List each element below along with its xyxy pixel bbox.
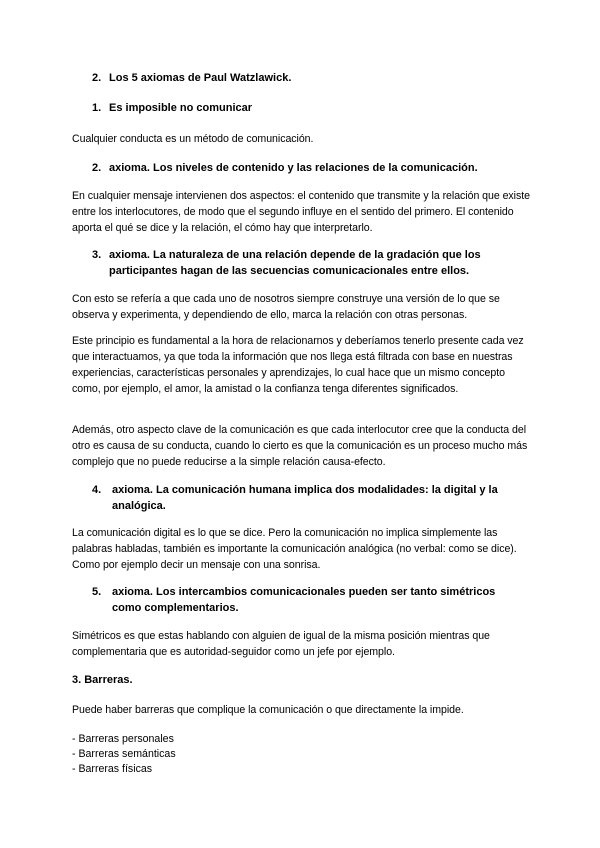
axiom-2-number: 2. (92, 162, 102, 174)
list-item: - Barreras personales (72, 733, 174, 745)
axiom-2-paragraph: En cualquier mensaje intervienen dos aspectos: el contenido que transmite y la relación que existe entre los interlocutores, de modo que el segundo influye en el sentido del primero. El contenido aporta el qué se dice y la relación, el cómo hay que interpretarlo. (72, 190, 530, 234)
axiom-2-heading (92, 160, 534, 176)
section-title: Los 5 axiomas de Paul Watzlawick. (109, 72, 292, 84)
section-number: 2. (92, 72, 102, 84)
list-item: - Barreras físicas (72, 763, 153, 775)
axiom-3-heading (92, 247, 534, 279)
axiom-4-paragraph: La comunicación digital es lo que se dice. Pero la comunicación no implica simplemente las palabras habladas, también es importante la comunicación analógica (no verbal: como se dice). Como por ejemplo decir un mensaje con una sonrisa. (72, 527, 517, 571)
axiom-1-number: 1. (92, 102, 102, 114)
axiom-5-paragraph: Simétricos es que estas hablando con alguien de igual de la misma posición mientras que complementaria que es autoridad-seguidor como un jefe por ejemplo. (72, 630, 490, 658)
axiom-4-number: 4. (92, 484, 102, 496)
section-heading-axiomas (92, 70, 291, 86)
axiom-3-title: axioma. La naturaleza de una relación depende de la gradación que los participantes hagan de las secuencias comunicacionales entre ellos. (109, 249, 481, 277)
axiom-4-title: axioma. La comunicación humana implica dos modalidades: la digital y la analógica. (112, 484, 498, 512)
axiom-3-paragraph-1: Con esto se refería a que cada uno de nosotros siempre construye una versión de lo que se observa y experimenta, y dependiendo de ello, marca la relación con otras personas. (72, 293, 500, 321)
barreras-intro: Puede haber barreras que complique la comunicación o que directamente la impide. (72, 704, 464, 716)
axiom-3-number: 3. (92, 249, 102, 261)
axiom-1-title: Es imposible no comunicar (109, 102, 253, 114)
axiom-5-title: axioma. Los intercambios comunicacionales pueden ser tanto simétricos como complementarios. (112, 586, 496, 614)
axiom-3-paragraph-2: Este principio es fundamental a la hora de relacionarnos y deberíamos tenerlo presente cada vez que interactuamos, ya que toda la información que nos llega está filtrada con base en nuestras experiencias, características personales y aprendizajes, lo cual hace que un mismo concepto como, por ejemplo, el amor, la amistad o la confianza tenga diferentes significados. (72, 335, 524, 395)
section-heading-barreras: 3. Barreras. (72, 674, 133, 686)
axiom-1-heading (92, 100, 252, 116)
axiom-5-heading (92, 584, 534, 616)
axiom-5-number: 5. (92, 586, 102, 598)
list-item: - Barreras semánticas (72, 748, 176, 760)
axiom-1-paragraph: Cualquier conducta es un método de comunicación. (72, 133, 314, 145)
axiom-3-paragraph-3: Además, otro aspecto clave de la comunicación es que cada interlocutor cree que la conducta del otro es causa de su conducta, cuando lo cierto es que la comunicación es un proceso mucho más complejo que no puede reducirse a la simple relación causa-efecto. (72, 424, 528, 468)
axiom-2-title: axioma. Los niveles de contenido y las relaciones de la comunicación. (109, 162, 478, 174)
axiom-4-heading (92, 482, 534, 514)
